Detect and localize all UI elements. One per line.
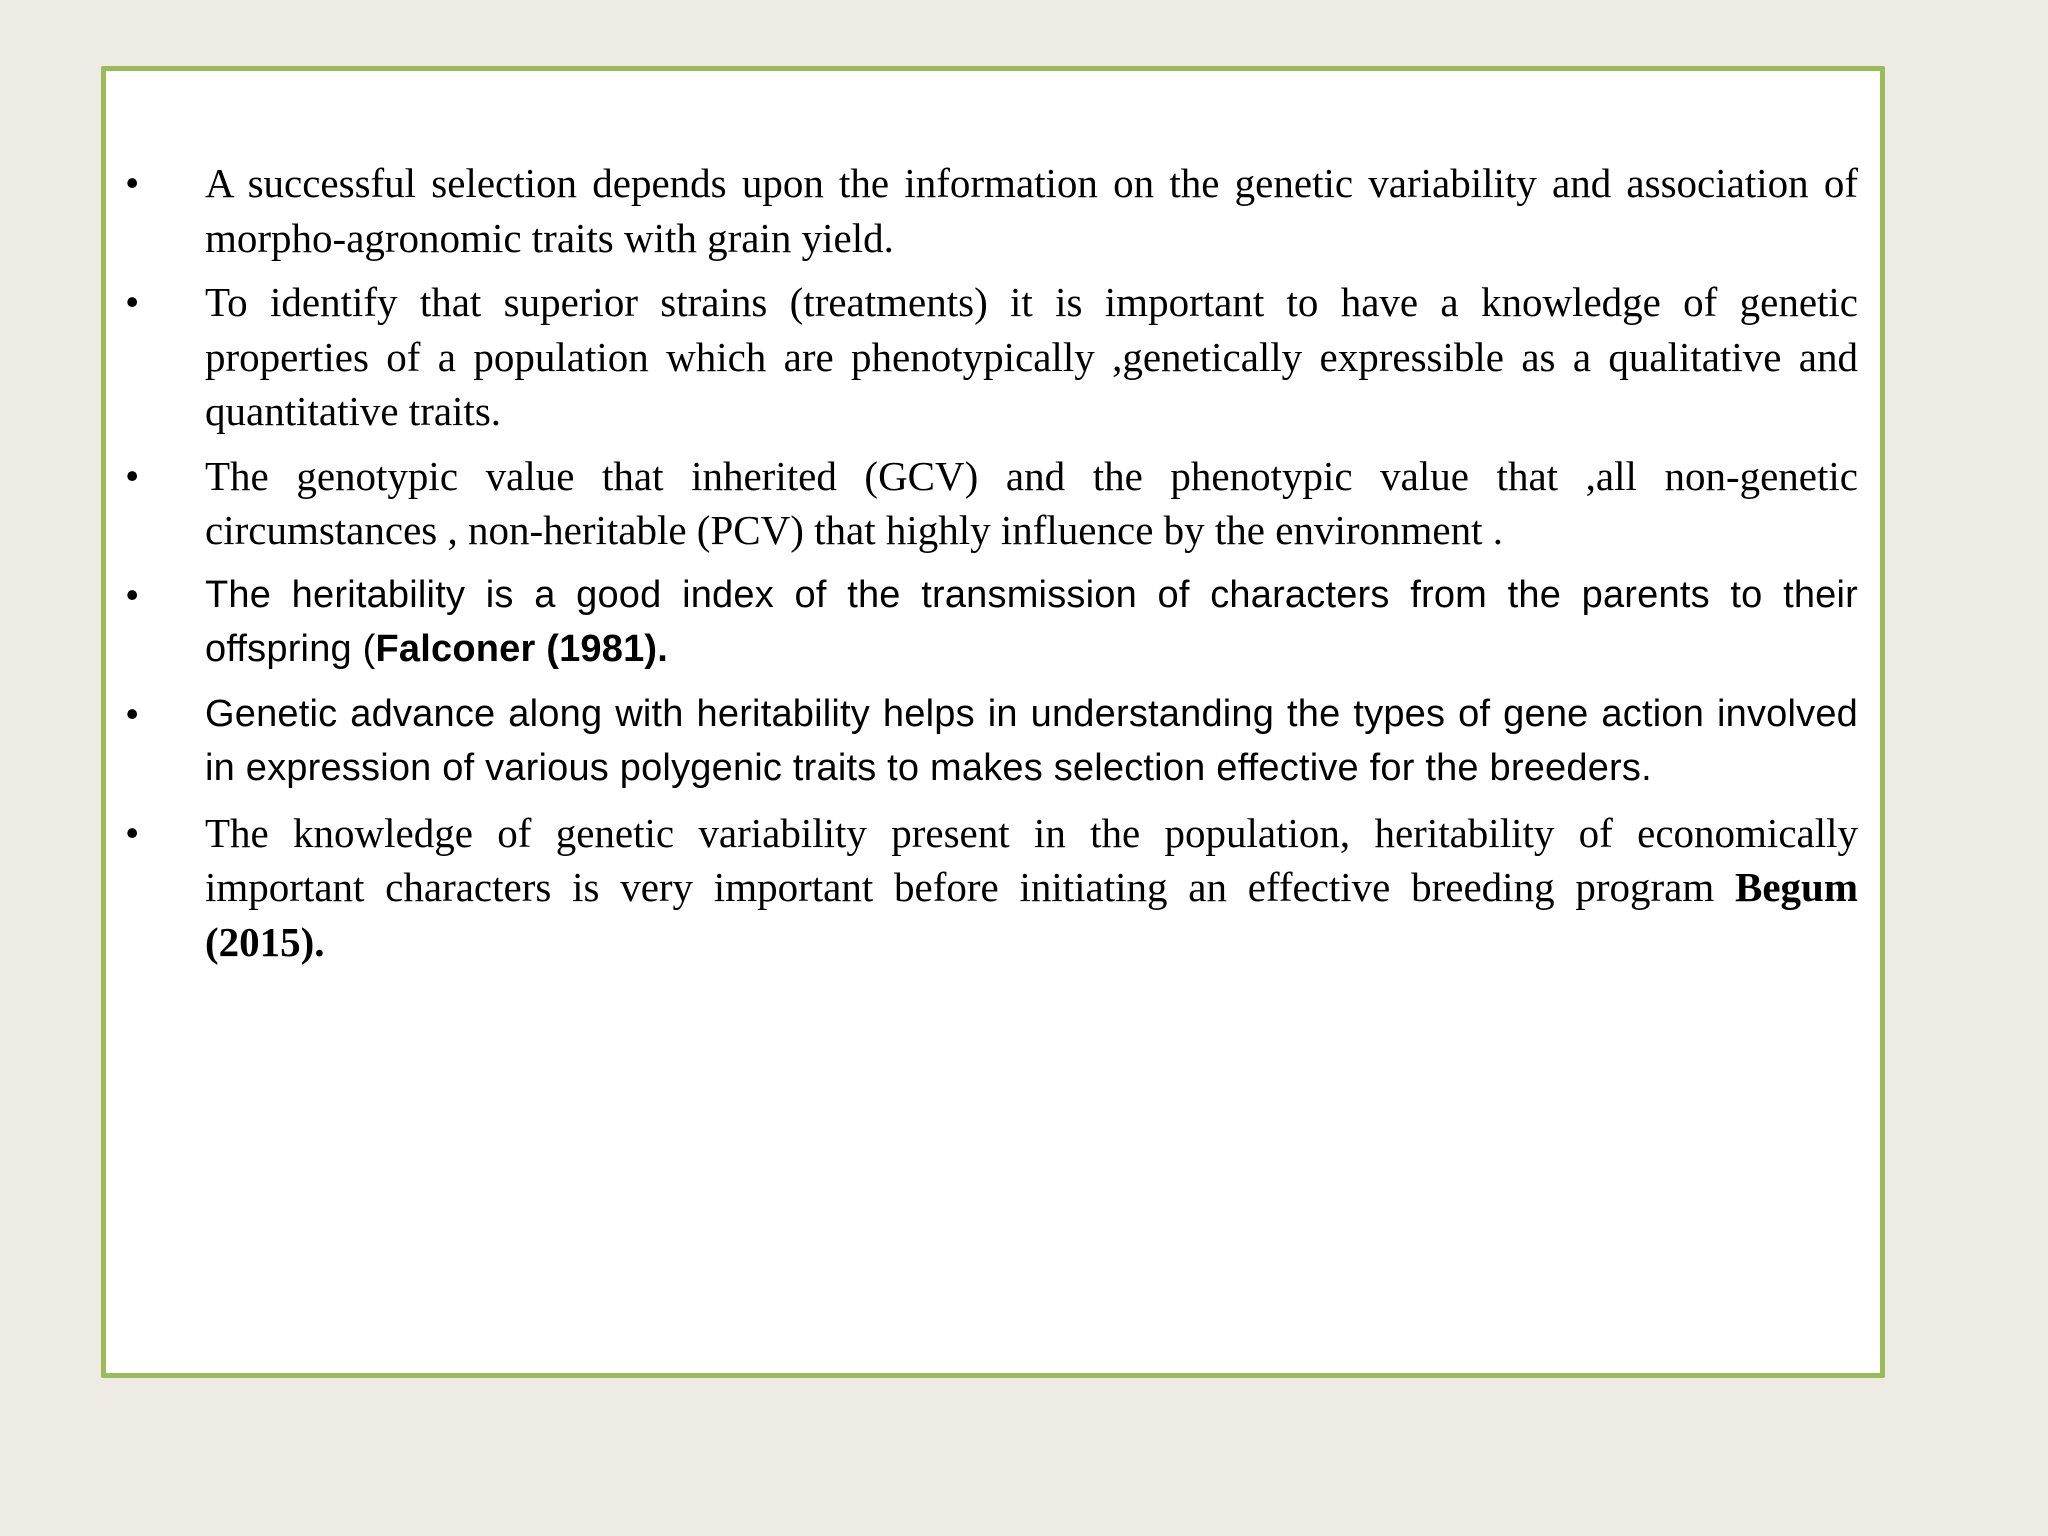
- bullet-item-heritability: [106, 568, 1858, 677]
- citation-falconer: Falconer (1981).: [375, 628, 669, 670]
- bullet-item-genetic-advance: [106, 687, 1858, 796]
- bullet-item-knowledge: [106, 806, 1858, 970]
- bullet-icon: •: [125, 160, 140, 206]
- bullet-text: To identify that superior strains (treatments) it is important to have a knowledge of genetic properties of a population which are phenotypically ,genetically expressible as a qualitative and quantitative traits.: [205, 279, 1858, 434]
- bullet-text: The heritability is a good index of the transmission of characters from the parents to their offspring (: [205, 573, 1858, 670]
- bullet-item-superior-strains: [106, 275, 1858, 439]
- bullet-text: Genetic advance along with heritability helps in understanding the types of gene action involved in expression of various polygenic traits to makes selection effective for the breeders.: [205, 692, 1858, 789]
- bullet-text: A successful selection depends upon the information on the genetic variability and association of morpho-agronomic traits with grain yield.: [205, 160, 1858, 261]
- bullet-icon: •: [125, 279, 140, 325]
- bullet-icon: •: [125, 452, 140, 499]
- bullet-icon: •: [125, 690, 140, 737]
- bullet-item-selection: [106, 156, 1858, 265]
- bullet-text: The genotypic value that inherited (GCV) and the phenotypic value that ,all non-genetic circumstances , non-heritable (PCV) that highly influence by the environment .: [205, 452, 1858, 553]
- bullet-list: [106, 156, 1858, 979]
- slide-content-frame: [101, 66, 1885, 1378]
- bullet-text: The knowledge of genetic variability present in the population, heritability of economically important characters is very important before initiating an effective breeding program: [205, 809, 1858, 910]
- bullet-icon: •: [125, 809, 140, 856]
- bullet-item-gcv-pcv: [106, 449, 1858, 558]
- bullet-icon: •: [125, 571, 140, 618]
- citation-begum: Begum (2015).: [205, 864, 1858, 965]
